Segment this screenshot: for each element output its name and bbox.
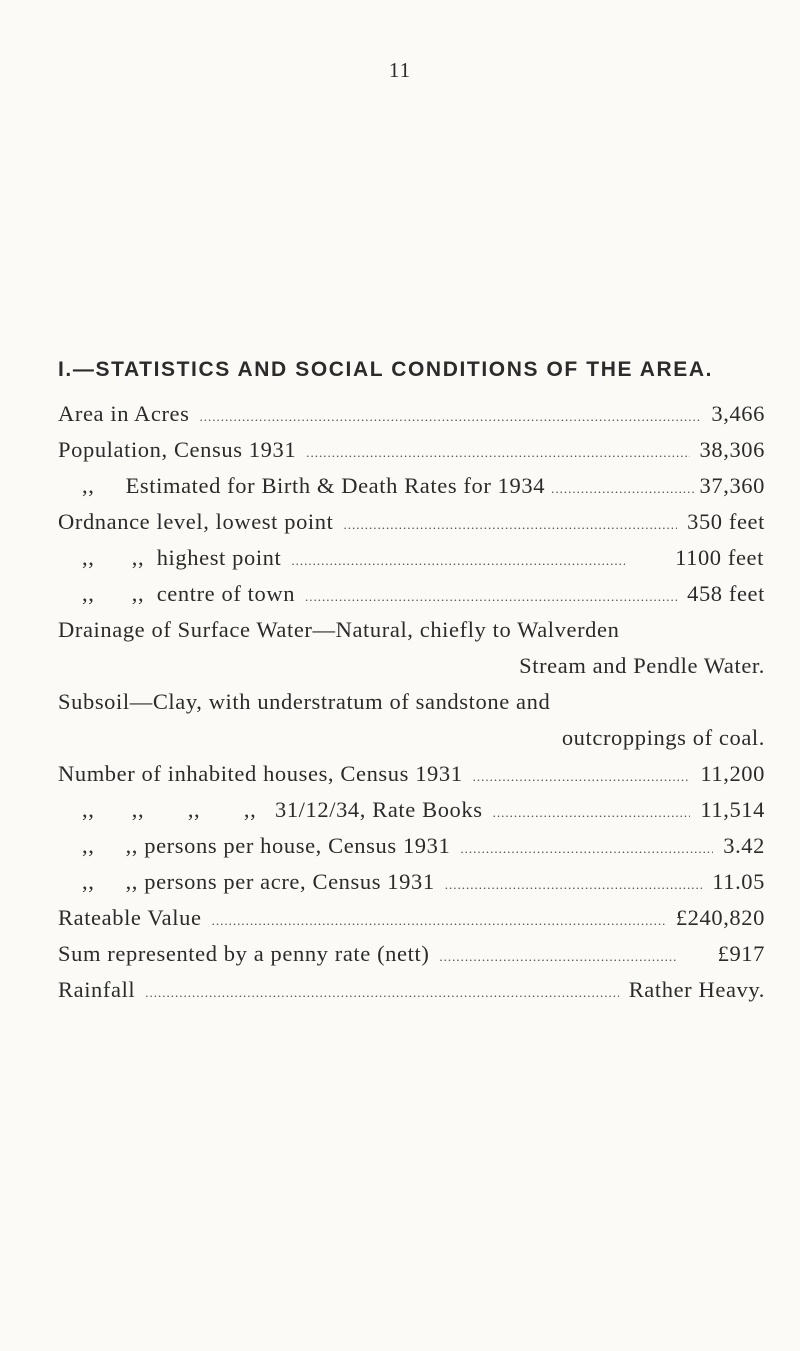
stat-label: Ordnance level, lowest point [58, 509, 334, 534]
stat-value: 11,200 [700, 761, 765, 786]
stat-text: Stream and Pendle Water. [519, 653, 765, 678]
stat-label: ,, ,, persons per acre, Census 1931 [82, 869, 435, 894]
dot-leader [145, 975, 618, 1011]
stat-value: £240,820 [675, 905, 765, 930]
stat-label: Rateable Value [58, 905, 202, 930]
stat-value: 38,306 [699, 437, 765, 462]
stat-text: Drainage of Surface Water—Natural, chiefly to Walverden [58, 617, 620, 642]
stat-label: Rainfall [58, 977, 136, 1002]
stat-label: ,, ,, ,, ,, 31/12/34, Rate Books [82, 797, 483, 822]
dot-leader [493, 795, 691, 831]
stat-value: 458 feet [687, 581, 765, 606]
statistics-list [58, 396, 765, 1008]
dot-leader [439, 939, 677, 975]
stat-row-estimated-population [58, 468, 765, 504]
stat-value: 350 feet [687, 509, 765, 534]
stat-value: 3,466 [711, 401, 765, 426]
stat-value: 3.42 [723, 833, 765, 858]
stat-label: ,, ,, highest point [82, 545, 282, 570]
stat-row-persons-per-house [58, 828, 765, 864]
stat-label: ,, ,, persons per house, Census 1931 [82, 833, 451, 858]
stat-value: 11,514 [700, 797, 765, 822]
stat-row-subsoil-continued [58, 720, 765, 756]
stat-row-penny-rate [58, 936, 765, 972]
dot-leader [460, 831, 713, 867]
section-heading: I.—STATISTICS AND SOCIAL CONDITIONS OF THE AREA. [58, 358, 714, 381]
stat-row-population [58, 432, 765, 468]
stat-label: Number of inhabited houses, Census 1931 [58, 761, 463, 786]
stat-row-rainfall [58, 972, 765, 1008]
stat-row-houses-rate-books [58, 792, 765, 828]
stat-row-ordnance-lowest [58, 504, 765, 540]
stat-row-persons-per-acre [58, 864, 765, 900]
page-number: 11 [388, 58, 412, 82]
stat-text: Subsoil—Clay, with understratum of sandstone and [58, 689, 551, 714]
stat-row-ordnance-highest [58, 540, 765, 576]
dot-leader [473, 759, 691, 795]
stat-label: ,, ,, centre of town [82, 581, 296, 606]
dot-leader [445, 867, 702, 903]
stat-value: 1100 feet [675, 545, 764, 570]
stat-row-area [58, 396, 765, 432]
dot-leader [200, 399, 702, 435]
dot-leader [343, 507, 677, 543]
stat-label: Population, Census 1931 [58, 437, 297, 462]
dot-leader [212, 903, 666, 939]
stat-row-drainage [58, 612, 765, 648]
stat-value: 11.05 [712, 869, 765, 894]
stat-label: Area in Acres [58, 401, 190, 426]
stat-row-houses-census [58, 756, 765, 792]
stat-value: £917 [717, 941, 765, 966]
dot-leader [551, 471, 693, 507]
stat-value: 37,360 [699, 473, 765, 498]
stat-row-rateable-value [58, 900, 765, 936]
stat-text: outcroppings of coal. [561, 725, 765, 750]
dot-leader [305, 579, 677, 615]
stat-label: Sum represented by a penny rate (nett) [58, 941, 430, 966]
dot-leader [291, 543, 625, 579]
stat-value: Rather Heavy. [628, 977, 765, 1002]
stat-row-drainage-continued [58, 648, 765, 684]
stat-label: ,, Estimated for Birth & Death Rates for 1934 [82, 473, 546, 498]
dot-leader [306, 435, 689, 471]
stat-row-ordnance-centre [58, 576, 765, 612]
stat-row-subsoil [58, 684, 765, 720]
